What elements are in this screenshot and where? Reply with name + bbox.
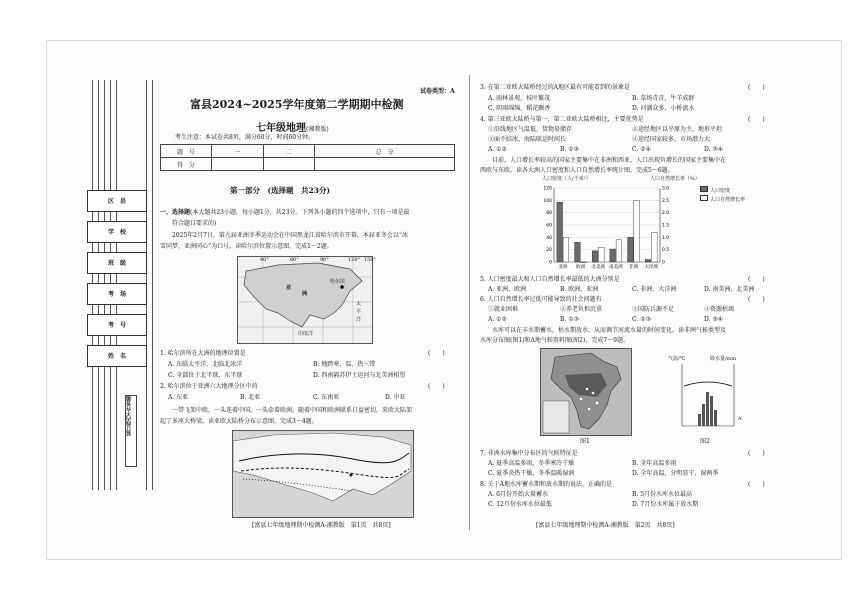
q7-option-c[interactable]: C. 夏季炎热干燥，冬季温暖湿润 <box>488 470 575 477</box>
sidebar-field-school[interactable]: 学 校 <box>87 221 147 243</box>
q5-option-a[interactable]: A. 亚洲、欧洲 <box>488 286 527 293</box>
legend-density: 人口密度 <box>710 188 731 194</box>
density-bar-1 <box>575 242 581 262</box>
exam-notice: 考生注意：本试卷共8页，满分60分，时间60分钟。 <box>175 134 315 141</box>
question-7: 7. 非洲水库集中分布区的气候特征是 <box>480 450 578 457</box>
chart-tick-right: 0.5 <box>662 248 670 254</box>
binding-warning: 装订线内不许答题 <box>125 395 137 467</box>
section1-instruction-cont: 符合题目要求的) <box>172 220 217 227</box>
question-4: 4. 第三亚欧大陆桥与第一、第二亚欧大陆桥相比，主要优势是 <box>480 116 644 123</box>
q7-option-d[interactable]: D. 全年高温，分明显干、湿两季 <box>632 470 719 477</box>
q2-option-c[interactable]: C. 东南亚 <box>313 394 340 401</box>
q1-option-a[interactable]: A. 东临太平洋，北临北冰洋 <box>168 361 243 368</box>
score-row-header-score: 得 分 <box>161 158 212 171</box>
q5-option-d[interactable]: D. 南美洲、北美洲 <box>704 286 755 293</box>
sidebar-field-class[interactable]: 班 级 <box>87 252 147 274</box>
intro-q1-line2: 雪同梦，亚洲同心”为口号。读哈尔滨位置示意图，完成1～2题。 <box>160 243 333 250</box>
q4-item-3: ③面不结冰，海陆联运时间长 <box>488 136 567 143</box>
q3-option-d[interactable]: D. 河湖众多，小桥流水 <box>632 105 695 112</box>
growth-bar-2 <box>598 247 604 262</box>
q6-option-b[interactable]: B. ①③ <box>560 316 579 323</box>
growth-bar-0 <box>563 237 569 262</box>
chart-tick-right: 3.0 <box>662 186 670 192</box>
chart-category-label: 南美洲 <box>609 265 623 270</box>
chart-tick-left: 60 <box>546 223 552 229</box>
question-2: 2. 哈尔滨位于亚洲六大地理分区中的 <box>160 383 258 390</box>
answer-box-1[interactable]: ( ) <box>428 350 445 357</box>
intro-q3-line1: 一带飞架中欧，一头连着中国，一头牵着欧洲。随着中国和欧洲联系日益密切，来欧大陆架 <box>172 407 413 414</box>
harbin-label: 哈尔滨 <box>330 279 346 285</box>
chart-ylabel-right: 人口自然增长率（%） <box>650 176 700 182</box>
q4-item-4: ④途经国家较多，市场潜力大 <box>632 136 711 143</box>
footer-left: [富县七年级地理期中检测A-湘教版 第1页 共8页] <box>252 522 391 529</box>
density-bar-2 <box>592 251 598 262</box>
score-col-2: 二 <box>263 145 315 158</box>
africa-climate-map <box>540 348 632 436</box>
sidebar-field-exam-room[interactable]: 考 场 <box>87 283 147 305</box>
intro-q5-line2: 西欧与东欧。读各大洲人口密度和人口自然增长率统计图，完成5～6题。 <box>480 167 674 174</box>
subject-title: 七年级地理(湘教版) <box>256 123 329 134</box>
chart-category-label: 大洋洲 <box>644 265 658 270</box>
sidebar-field-name[interactable]: 姓 名 <box>87 345 147 367</box>
chart-tick-left: 20 <box>546 248 552 254</box>
intro-q1-line1: 2025年2月7日，第九届亚洲冬季运动会在中国黑龙江省哈尔滨市开幕，本届亚冬会以“冰 <box>172 232 408 239</box>
score-table <box>160 144 455 171</box>
chart-tick-right: 2.0 <box>662 211 670 217</box>
q5-option-b[interactable]: B. 欧洲、亚洲 <box>560 286 599 293</box>
q4-item-1: ①沿线地区气温低，货物易储存 <box>488 126 573 133</box>
chart-tick-left: 120 <box>543 186 552 192</box>
q5-option-c[interactable]: C. 非洲、大洋洲 <box>632 286 677 293</box>
q3-option-b[interactable]: B. 草场青青，牛羊成群 <box>632 95 695 102</box>
q6-option-c[interactable]: C. ②③ <box>632 316 651 323</box>
climate-chart-a: 气温/℃ 降水量/mm A <box>668 356 748 434</box>
growth-bar-4 <box>634 200 640 262</box>
sidebar-field-exam-number[interactable]: 考 号 <box>87 314 147 336</box>
chart-category-label: 欧洲 <box>576 265 585 270</box>
score-row-header-number: 题 号 <box>161 145 212 158</box>
question-6: 6. 人口自然增长率过低可能导致的社会问题有 <box>480 296 602 303</box>
chart-category-label: 非洲 <box>629 265 638 270</box>
q2-option-a[interactable]: A. 东亚 <box>168 394 189 401</box>
q1-option-c[interactable]: C. 全部位于北半球、东半球 <box>168 372 243 379</box>
answer-box-2[interactable]: ( ) <box>428 383 445 390</box>
q4-option-c[interactable]: C. ②④ <box>632 146 651 153</box>
q4-option-b[interactable]: B. ①③ <box>560 146 579 153</box>
density-bar-0 <box>557 202 563 262</box>
answer-box-4[interactable]: ( ) <box>748 116 765 123</box>
intro-q3-line2: 起了多座大桥梁。读亚欧大陆桥分布示意图，完成3～4题。 <box>160 418 318 425</box>
chart-tick-right: 2.5 <box>662 198 670 204</box>
density-bar-4 <box>628 237 634 262</box>
q8-option-d[interactable]: D. 7月份水库属于放水期 <box>632 501 699 508</box>
chart-legend <box>700 186 745 204</box>
answer-box-8[interactable]: ( ) <box>748 481 765 488</box>
q7-option-a[interactable]: A. 夏季高温多雨，冬季寒冷干燥 <box>488 460 575 467</box>
intro-q5-line1: 目前，人口增长率较高的国家主要集中在非洲和西亚，人口出现负增长的国家主要集中在 <box>492 157 727 164</box>
q3-option-c[interactable]: C. 阴雨绵绵，稻花飘香 <box>488 105 551 112</box>
q1-option-d[interactable]: D. 西南隔苏伊士运河与北美洲相望 <box>313 372 406 379</box>
q6-item-4: ④资源枯竭 <box>704 306 735 313</box>
exam-sheet <box>46 40 842 560</box>
intro-q7-line2: 水库分布图(图1)和A地气候资料图(图2)，完成7～9题。 <box>480 337 629 344</box>
eurasian-land-bridge-map <box>232 430 414 518</box>
chart-tick-right: 1.0 <box>662 235 670 241</box>
answer-box-3[interactable]: ( ) <box>748 84 765 91</box>
page-divider <box>469 75 470 530</box>
q6-option-d[interactable]: D. ③④ <box>704 316 724 323</box>
q4-option-a[interactable]: A. ①② <box>488 146 507 153</box>
q4-option-d[interactable]: D. ③④ <box>704 146 724 153</box>
score-cell-2[interactable] <box>263 158 315 171</box>
chart-tick-right: 1.5 <box>662 223 670 229</box>
q8-option-c[interactable]: C. 12月份水库水位最低 <box>488 501 552 508</box>
chart-tick-left: 100 <box>543 198 552 204</box>
answer-box-7[interactable]: ( ) <box>748 450 765 457</box>
figure-2-caption: 图2 <box>700 438 710 445</box>
density-bar-5 <box>645 260 651 262</box>
question-1: 1. 哈尔滨所在大洲的地理位置是 <box>160 350 246 357</box>
exam-title: 富县2024~2025学年度第二学期期中检测 <box>190 98 404 111</box>
growth-bar-3 <box>616 240 622 262</box>
answer-box-6[interactable]: ( ) <box>748 296 765 303</box>
q6-item-1: ①就业困难 <box>488 306 519 313</box>
growth-bar-5 <box>651 232 657 262</box>
section1-instruction: 一、选择题(本大题共23小题，每小题1分，共23分。下列各小题的四个选项中，只有一项是最 <box>160 209 410 216</box>
score-col-total: 总 分 <box>315 145 455 158</box>
chart-category-label: 亚洲 <box>558 265 568 270</box>
growth-bar-1 <box>581 262 587 263</box>
chart-tick-left: 0 <box>549 260 552 266</box>
chart-tick-left: 40 <box>546 235 552 241</box>
q2-option-b[interactable]: B. 北亚 <box>240 394 261 401</box>
question-3: 3. 在第二亚欧大陆桥经过的A地区最有可能看到的景象是 <box>480 84 630 91</box>
part1-title: 第一部分 (选择题 共23分) <box>230 186 331 195</box>
footer-right: [富县七年级地理期中检测A-湘教版 第2页 共8页] <box>536 522 675 529</box>
question-5: 5. 人口密度最大和人口自然增长率最低的大洲分别是 <box>480 276 620 283</box>
q6-item-2: ②养老负担沉重 <box>560 306 603 313</box>
q8-option-a[interactable]: A. 6月份开始大量蓄水 <box>488 491 548 498</box>
sidebar-field-district[interactable]: 区 县 <box>87 190 147 212</box>
q2-option-d[interactable]: D. 中亚 <box>385 394 406 401</box>
answer-box-5[interactable]: ( ) <box>748 276 765 283</box>
q1-option-b[interactable]: B. 地跨寒、温、热三带 <box>313 361 376 368</box>
q6-option-a[interactable]: A. ①② <box>488 316 507 323</box>
exam-type: 试卷类型：A <box>420 88 455 95</box>
chart-category-label: 北美洲 <box>591 265 605 270</box>
question-8: 8. 关于A地水库蓄水期和放水期的说法，正确的是 <box>480 481 612 488</box>
q8-option-b[interactable]: B. 5月份水库水位最高 <box>632 491 693 498</box>
legend-growth: 人口自然增长率 <box>710 197 746 203</box>
q6-item-3: ③国防兵源不足 <box>632 306 675 313</box>
q7-option-b[interactable]: B. 全年高温多雨 <box>632 460 677 467</box>
chart-tick-right: 0 <box>662 260 665 266</box>
score-cell-1[interactable] <box>212 158 264 171</box>
intro-q7-line1: 水库可以在丰水期蓄水，枯水期放水，从而调节河流水量的时间变化。读非洲气候类型及 <box>492 327 727 334</box>
population-chart <box>532 176 746 272</box>
density-bar-3 <box>610 249 616 262</box>
score-col-1: 一 <box>212 145 264 158</box>
q3-option-a[interactable]: A. 雨林景观，枝叶繁茂 <box>488 95 551 102</box>
chart-ylabel-left: 人口密度（人/千米²） <box>542 176 591 182</box>
chart-tick-left: 80 <box>546 211 552 217</box>
figure-1-caption: 图1 <box>580 438 590 445</box>
q4-item-2: ②途经地区以平原为主，地形平坦 <box>632 126 723 133</box>
score-cell-total[interactable] <box>315 158 455 171</box>
harbin-location-map: 40° 60° 90° 120° 150° 亚 洲 太 平 洋 哈尔滨 印度洋 <box>237 256 373 344</box>
